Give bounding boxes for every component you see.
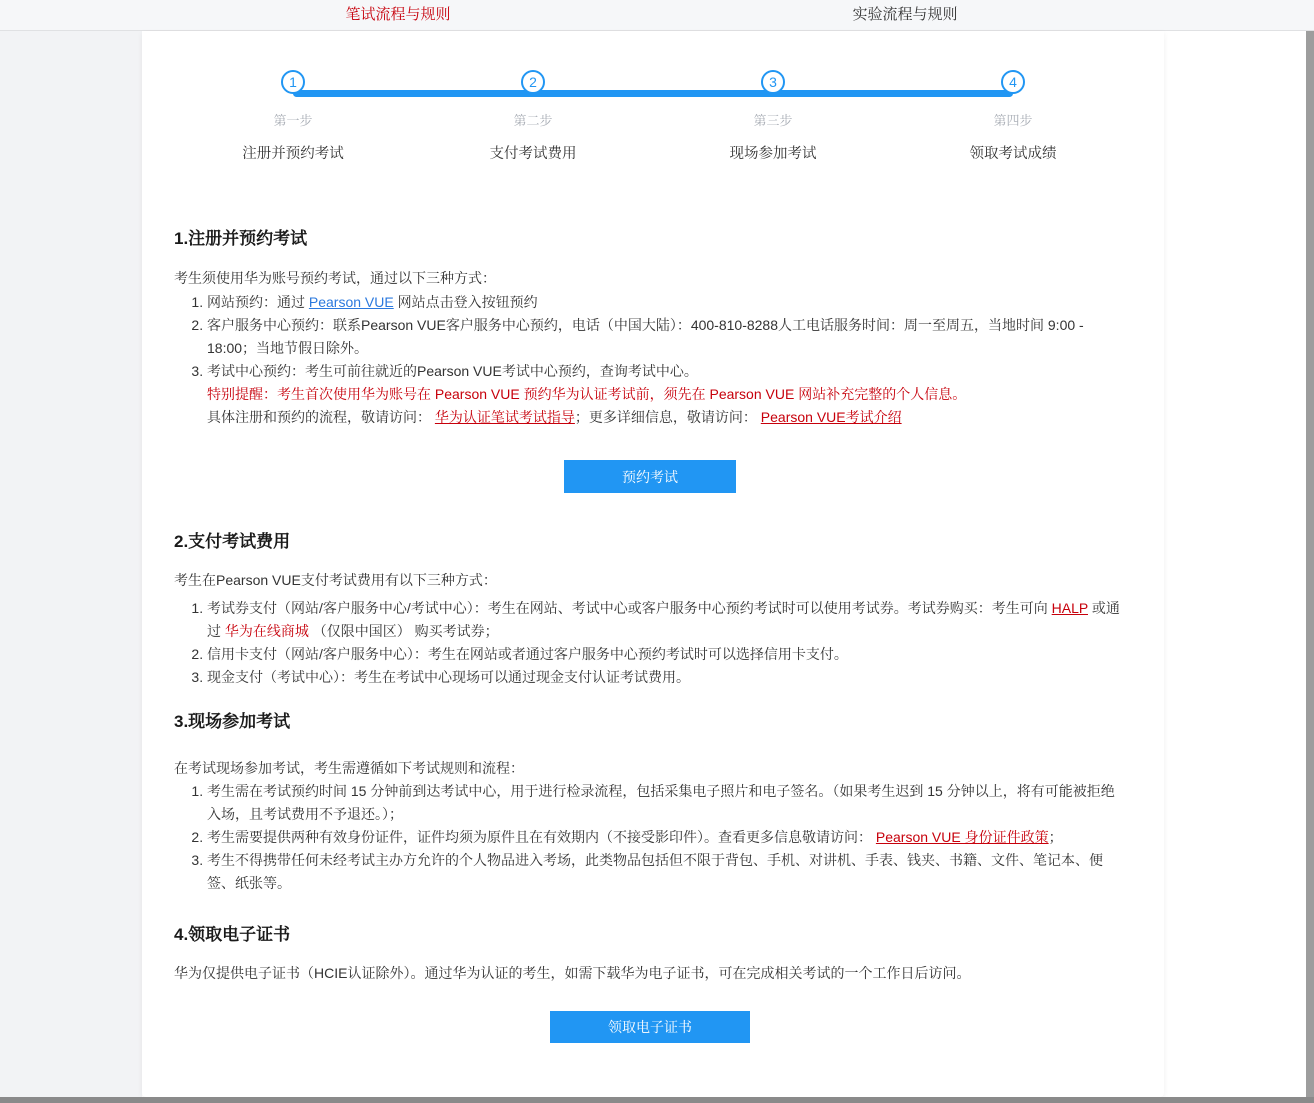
section-1-intro: 考生须使用华为账号预约考试，通过以下三种方式： — [174, 270, 496, 286]
special-reminder — [207, 383, 1126, 406]
top-tab-bar — [0, 0, 1314, 31]
section-3-heading: 3.现场参加考试 — [174, 712, 291, 731]
section-3-intro: 在考试现场参加考试，考生需遵循如下考试规则和流程： — [174, 760, 524, 776]
step-3 — [653, 70, 893, 94]
text-segment: 特别提醒：考生首次使用华为账号在 Pearson VUE 预约华为认证考试前，须先在 Pearson VUE 网站补充完整的个人信息。 — [207, 386, 967, 402]
stepper — [173, 31, 1133, 174]
step-4 — [893, 70, 1133, 94]
section-3-list — [174, 780, 1126, 895]
section-4-heading: 4.领取电子证书 — [174, 925, 291, 944]
text-segment: 考生不得携带任何未经考试主办方允许的个人物品进入考场，此类物品包括但不限于背包、手机、对讲机、手表、钱夹、书籍、文件、笔记本、便签、纸张等。 — [207, 852, 1103, 891]
list-item — [207, 291, 1126, 314]
step-4-title: 领取考试成绩 — [969, 146, 1057, 162]
section-1-list — [174, 291, 1126, 383]
section-2-heading: 2.支付考试费用 — [174, 532, 291, 551]
pearson-vue-id-policy-link[interactable]: Pearson VUE 身份证件政策 — [875, 829, 1049, 845]
step-1 — [173, 70, 413, 94]
text-segment: 具体注册和预约的流程，敬请访问： — [207, 409, 435, 425]
step-2 — [413, 70, 653, 94]
guide-links-line — [207, 406, 1126, 429]
list-item — [207, 826, 1126, 849]
list-item — [207, 360, 1126, 383]
section-1-heading: 1.注册并预约考试 — [174, 229, 308, 248]
step-2-label: 第二步 — [513, 113, 553, 128]
tab-lab-exam-rules[interactable]: 实验流程与规则 — [852, 6, 958, 23]
list-item — [207, 780, 1126, 826]
text-segment: 或通过 — [207, 600, 1120, 639]
huawei-online-store-link[interactable]: 华为在线商城 — [224, 623, 309, 639]
text-segment: 考生需要提供两种有效身份证件，证件均须为原件且在有效期内（不接受影印件）。查看更多信息敬请访问： — [207, 829, 876, 845]
step-1-title: 注册并预约考试 — [242, 146, 344, 162]
text-segment: ；更多详细信息，敬请访问： — [574, 409, 761, 425]
step-1-circle: 1 — [281, 70, 305, 94]
text-segment: 网站预约：通过 — [207, 294, 309, 310]
book-exam-button[interactable]: 预约考试 — [564, 460, 736, 493]
stepper-title-row — [173, 127, 1133, 163]
step-4-circle: 4 — [1001, 70, 1025, 94]
step-3-label: 第三步 — [753, 113, 793, 128]
text-segment: 考试中心预约：考生可前往就近的Pearson VUE考试中心预约，查询考试中心。 — [207, 363, 698, 379]
left-margin-background — [0, 31, 142, 1097]
text-segment: 考生需在考试预约时间 15 分钟前到达考试中心，用于进行检录流程，包括采集电子照片和电子签名。（如果考生迟到 15 分钟以上，将有可能被拒绝入场，且考试费用不予退还。）； — [207, 783, 1115, 822]
step-1-label: 第一步 — [273, 113, 313, 128]
pearson-vue-link[interactable]: Pearson VUE — [308, 294, 394, 310]
text-segment: ； — [1048, 829, 1063, 845]
pearson-vue-intro-link[interactable]: Pearson VUE考试介绍 — [760, 409, 902, 425]
text-segment: 考试券支付（网站/客户服务中心/考试中心）：考生在网站、考试中心或客户服务中心预约考试时可以使用考试券。考试券购买：考生可向 — [207, 600, 1052, 616]
list-item — [207, 643, 1126, 666]
get-certificate-button[interactable]: 领取电子证书 — [550, 1011, 750, 1043]
section-4-intro: 华为仅提供电子证书（HCIE认证除外）。通过华为认证的考生，如需下载华为电子证书，可在完成相关考试的一个工作日后访问。 — [174, 965, 971, 981]
list-item — [207, 314, 1126, 360]
list-item — [207, 597, 1126, 643]
text-segment: 信用卡支付（网站/客户服务中心）：考生在网站或者通过客户服务中心预约考试时可以选择信用卡支付。 — [207, 646, 848, 662]
horizontal-scrollbar[interactable] — [0, 1097, 1314, 1103]
step-3-circle: 3 — [761, 70, 785, 94]
tab-written-exam-rules[interactable]: 笔试流程与规则 — [345, 6, 451, 23]
written-exam-guide-link[interactable]: 华为认证笔试考试指导 — [434, 409, 575, 425]
stepper-label-row — [173, 94, 1133, 127]
text-segment: 现金支付（考试中心）：考生在考试中心现场可以通过现金支付认证考试费用。 — [207, 669, 690, 685]
step-2-title: 支付考试费用 — [489, 146, 577, 162]
text-segment: （仅限中国区） 购买考试券； — [308, 623, 499, 639]
list-item — [207, 666, 1126, 689]
section-2-list — [174, 597, 1126, 689]
step-2-circle: 2 — [521, 70, 545, 94]
vertical-scrollbar[interactable] — [1306, 31, 1314, 1103]
text-segment: 客户服务中心预约：联系Pearson VUE客户服务中心预约，电话（中国大陆）：400-810-8288人工电话服务时间：周一至周五，当地时间 9:00 - 18:00；当地节假日除外。 — [207, 317, 1084, 356]
step-4-label: 第四步 — [993, 113, 1033, 128]
list-item — [207, 849, 1126, 895]
step-3-title: 现场参加考试 — [729, 146, 817, 162]
section-2-intro: 考生在Pearson VUE支付考试费用有以下三种方式： — [174, 572, 497, 588]
content-card — [142, 31, 1164, 1097]
stepper-circle-row — [173, 70, 1133, 94]
page-content — [142, 228, 1164, 1043]
text-segment: 网站点击登入按钮预约 — [393, 294, 538, 310]
halp-link[interactable]: HALP — [1051, 600, 1088, 616]
